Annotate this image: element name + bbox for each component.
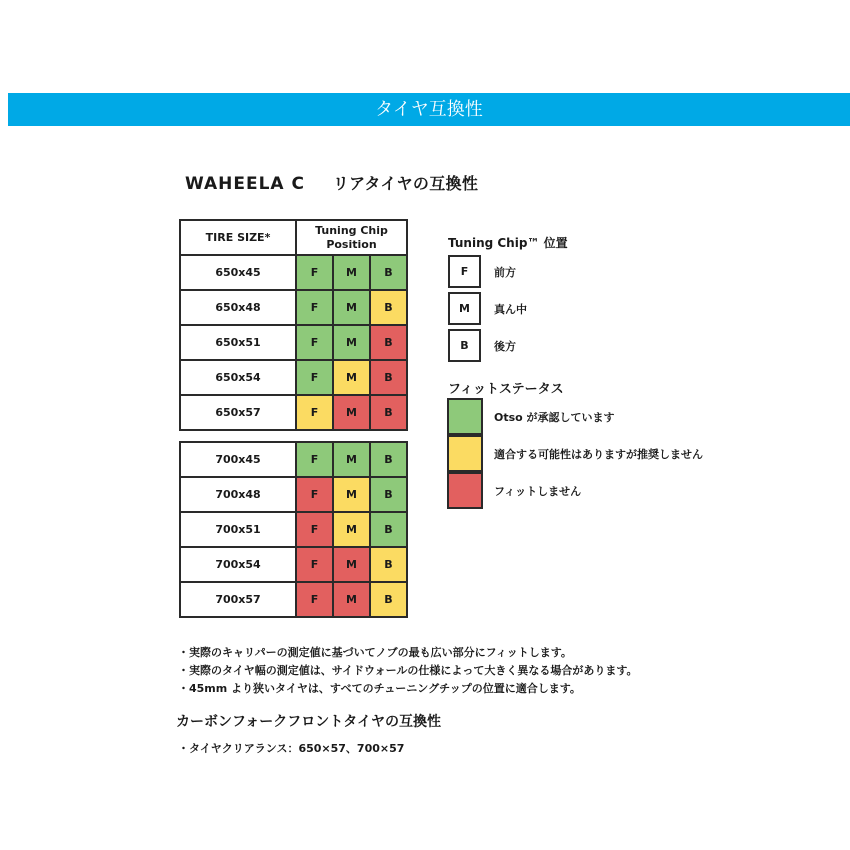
tire-size-cell: 700x45 (180, 442, 296, 477)
tire-table-650 (179, 219, 408, 431)
position-box-front: F (448, 255, 481, 288)
note-1: ・実際のキャリパーの測定値に基づいてノブの最も広い部分にフィットします。 (178, 646, 572, 659)
status-legend-title: フィットステータス (448, 382, 564, 397)
status-swatch-red (447, 472, 483, 509)
chip-position-cell-m: M (333, 360, 370, 395)
tire-size-cell: 650x45 (180, 255, 296, 290)
front-clearance: ・タイヤクリアランス：650×57、700×57 (178, 742, 405, 755)
tire-size-cell: 650x57 (180, 395, 296, 430)
chip-position-cell-f: F (296, 512, 333, 547)
chip-position-cell-f: F (296, 477, 333, 512)
note-2: ・実際のタイヤ幅の測定値は、サイドウォールの仕様によって大きく異なる場合があります。 (178, 664, 638, 677)
chip-position-cell-f: F (296, 547, 333, 582)
tuning-chip-header-line2: Position (326, 237, 377, 251)
model-name: WAHEELA C (185, 174, 305, 194)
status-label-red: フィットしません (494, 485, 582, 498)
tire-size-cell: 650x51 (180, 325, 296, 360)
position-label-back: 後方 (494, 340, 516, 353)
chip-position-cell-b: B (370, 395, 407, 430)
table-row (180, 255, 407, 290)
chip-position-cell-m: M (333, 477, 370, 512)
chip-position-cell-b: B (370, 255, 407, 290)
tire-size-cell: 650x48 (180, 290, 296, 325)
chip-position-cell-b: B (370, 325, 407, 360)
table-header-row (180, 220, 407, 255)
chip-position-cell-m: M (333, 255, 370, 290)
tuning-chip-header (296, 220, 407, 255)
tire-size-cell: 700x51 (180, 512, 296, 547)
page-heading (185, 171, 478, 194)
chip-position-cell-f: F (296, 290, 333, 325)
chip-position-cell-m: M (333, 442, 370, 477)
table-row (180, 477, 407, 512)
chip-position-cell-m: M (333, 325, 370, 360)
position-label-front: 前方 (494, 266, 516, 279)
chip-position-cell-f: F (296, 582, 333, 617)
front-tire-heading: カーボンフォークフロントタイヤの互換性 (176, 714, 442, 730)
table-row (180, 512, 407, 547)
table-row (180, 547, 407, 582)
table-row (180, 395, 407, 430)
status-label-green: Otso が承認しています (494, 411, 615, 424)
status-swatch-yellow (447, 435, 483, 472)
note-3: ・45mm より狭いタイヤは、すべてのチューニングチップの位置に適合します。 (178, 682, 581, 695)
table-row (180, 442, 407, 477)
section-banner: タイヤ互換性 (8, 93, 850, 126)
tire-size-cell: 650x54 (180, 360, 296, 395)
chip-position-cell-f: F (296, 360, 333, 395)
chip-position-cell-b: B (370, 512, 407, 547)
table-row (180, 582, 407, 617)
tire-size-cell: 700x57 (180, 582, 296, 617)
status-swatch-green (447, 398, 483, 435)
position-label-middle: 真ん中 (494, 303, 527, 316)
status-label-yellow: 適合する可能性はありますが推奨しません (494, 448, 703, 461)
position-box-back: B (448, 329, 481, 362)
tire-size-header: TIRE SIZE* (180, 220, 296, 255)
chip-position-cell-f: F (296, 442, 333, 477)
heading-subtitle: リアタイヤの互換性 (332, 174, 479, 193)
position-box-middle: M (448, 292, 481, 325)
chip-position-cell-m: M (333, 290, 370, 325)
tire-size-cell: 700x54 (180, 547, 296, 582)
chip-position-cell-f: F (296, 255, 333, 290)
chip-position-cell-f: F (296, 395, 333, 430)
chip-position-cell-b: B (370, 360, 407, 395)
position-legend-title: Tuning Chip™ 位置 (448, 236, 568, 250)
chip-position-cell-b: B (370, 582, 407, 617)
tire-size-cell: 700x48 (180, 477, 296, 512)
chip-position-cell-b: B (370, 442, 407, 477)
tire-table-700 (179, 441, 408, 618)
chip-position-cell-f: F (296, 325, 333, 360)
chip-position-cell-m: M (333, 547, 370, 582)
tuning-chip-header-line1: Tuning Chip (315, 223, 388, 237)
table-row (180, 360, 407, 395)
table-row (180, 290, 407, 325)
chip-position-cell-m: M (333, 582, 370, 617)
chip-position-cell-m: M (333, 512, 370, 547)
table-row (180, 325, 407, 360)
chip-position-cell-b: B (370, 477, 407, 512)
chip-position-cell-b: B (370, 290, 407, 325)
chip-position-cell-b: B (370, 547, 407, 582)
chip-position-cell-m: M (333, 395, 370, 430)
